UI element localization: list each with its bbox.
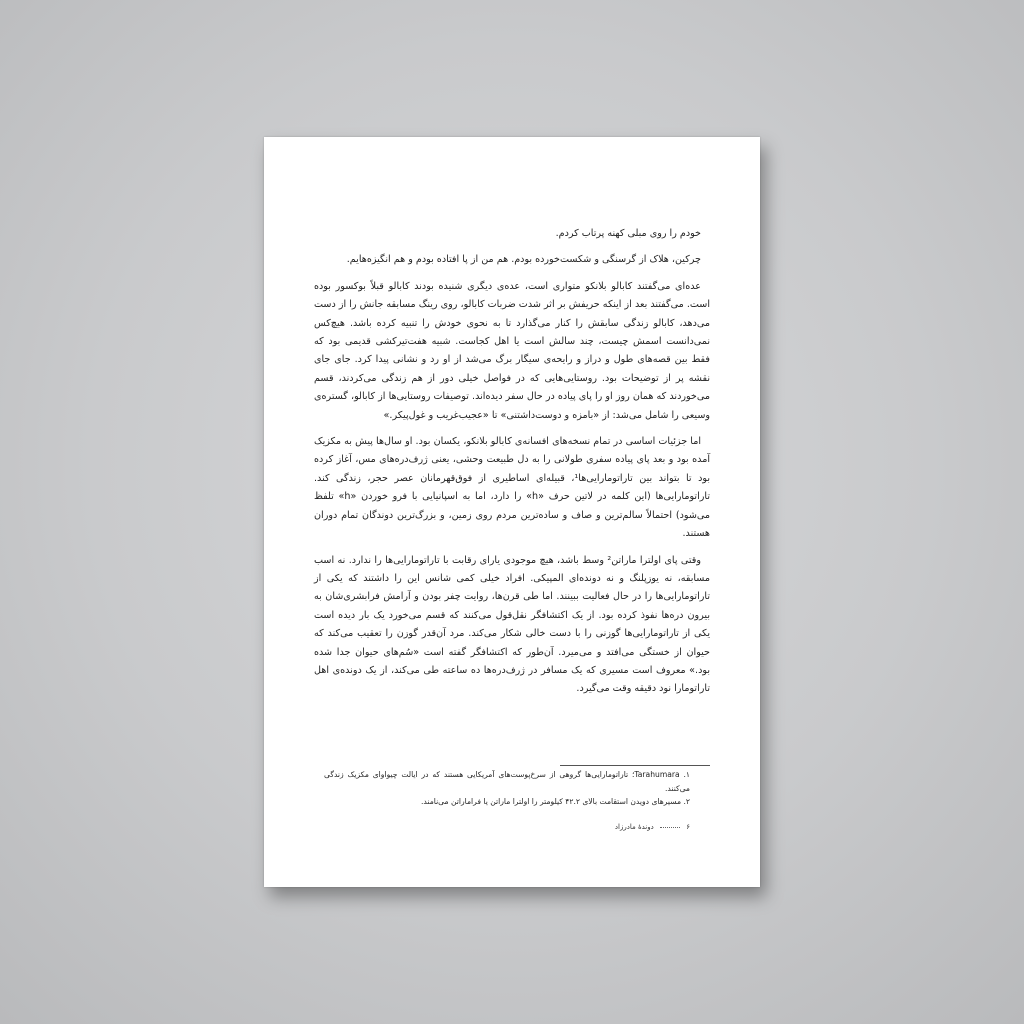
page-body xyxy=(314,225,710,707)
page-number: ۶ xyxy=(686,823,690,831)
paragraph-2: چرکین، هلاک از گرسنگی و شکست‌خورده بودم. هم من از پا افتاده بودم و هم انگیزه‌هایم. xyxy=(346,254,701,266)
footnote-1: ۱. Tarahumara؛ تاراتومارایی‌ها گروهی از سرخ‌پوست‌های آمریکایی هستند که در ایالت چیواوای مکزیک زندگی می‌کنند. xyxy=(324,770,690,793)
folio-separator xyxy=(660,827,680,828)
paragraph-3: عده‌ای می‌گفتند کابالو بلانکو متواری است، عده‌ی دیگری شنیده بودند کابالو قبلاً بوکسور بوده است. می‌گفتند بعد از اینکه حریفش بر اثر شدت ضربات کابالو، روی رینگ مسابقه جانش را از دست می‌دهد، کابالو زندگی سابقش را کنار می‌گذارد تا به نحوی خودش را تنبیه کرده باشد. هیچ‌کس نمی‌دانست اسمش چیست، چند سالش است یا اهل کجاست. شبیه هفت‌تیرکشی قدیمی بود که فقط بین قصه‌های طول و دراز و رایحه‌ی سیگار برگ می‌شد از او رد و نشانی پیدا کرد. جای جای نقشه پر از توضیحات بود. روستایی‌هایی که در فواصل خیلی دور از هم زندگی می‌کردند، قسم می‌خوردند که همان روز او را پای پیاده در حال سفر دیده‌اند. توصیفات روستایی‌ها از کابالو، گستره‌ی وسیعی را شامل می‌شد: از «بامزه و دوست‌داشتنی» تا «عجیب‌غریب و غول‌پیکر.» xyxy=(314,280,710,421)
paragraph-4: اما جزئیات اساسی در تمام نسخه‌های افسانه‌ی کابالو بلانکو، یکسان بود. او سال‌ها پیش به مکزیک آمده بود و بعد پای پیاده سفری طولانی را به دل طبیعت وحشی، یعنی ژرف‌دره‌های مس، آغاز کرده بود تا بتواند بین تاراتومارایی‌ها¹، قبیله‌ای اساطیری از فوق‌قهرمانان عصر حجر، زندگی کند. تاراتومارایی‌ها (این کلمه در لاتین حرف «h» را دارد، اما به اسپانیایی با فرو خوردن «h» تلفظ می‌شود) احتمالاً سالم‌ترین و صاف و ساده‌ترین مردم روی زمین، و بزرگ‌ترین دوندگان تمام دوران هستند. xyxy=(314,436,710,540)
book-page xyxy=(264,137,760,887)
footnotes xyxy=(324,768,690,809)
running-title: دوندهٔ مادرزاد xyxy=(614,823,654,831)
paragraph-1: خودم را روی مبلی کهنه پرتاب کردم. xyxy=(555,228,701,239)
page-footer xyxy=(615,823,690,831)
footnote-divider xyxy=(560,765,710,766)
paragraph-5: وقتی پای اولترا ماراتن² وسط باشد، هیچ موجودی یارای رقابت با تاراتومارایی‌ها را ندارد. نه اسب مسابقه، نه یوزپلنگ و نه دونده‌ای المپیکی. افراد خیلی کمی شانس این را داشتند که یکی از تاراتومارایی‌ها را در حال فعالیت ببینند. اما طی قرن‌ها، روایت چفر بودن و آرامش فرابشری‌شان به بیرون دره‌ها نفوذ کرده بود. از یک اکتشافگر نقل‌قول می‌کنند که قسم می‌خورد یک بار دیده است یکی از تاراتومارایی‌ها گوزنی را با دست خالی شکار می‌کند. مرد آن‌قدر گوزن را تعقیب می‌کند که حیوان از خستگی می‌افتد و می‌میرد. آن‌طور که اکتشافگر گفته است «سُم‌های حیوان جدا شده بود.» معروف است مسیری که یک مسافر در ژرف‌دره‌ها ده ساعته طی می‌کند، از یک دونده‌ی اهل تاراتومارا نود دقیقه وقت می‌گیرد. xyxy=(314,554,710,695)
footnote-2: ۲. مسیرهای دویدن استقامت بالای ۴۲.۲ کیلومتر را اولترا ماراتن یا فراماراتن می‌نامند. xyxy=(421,797,690,806)
